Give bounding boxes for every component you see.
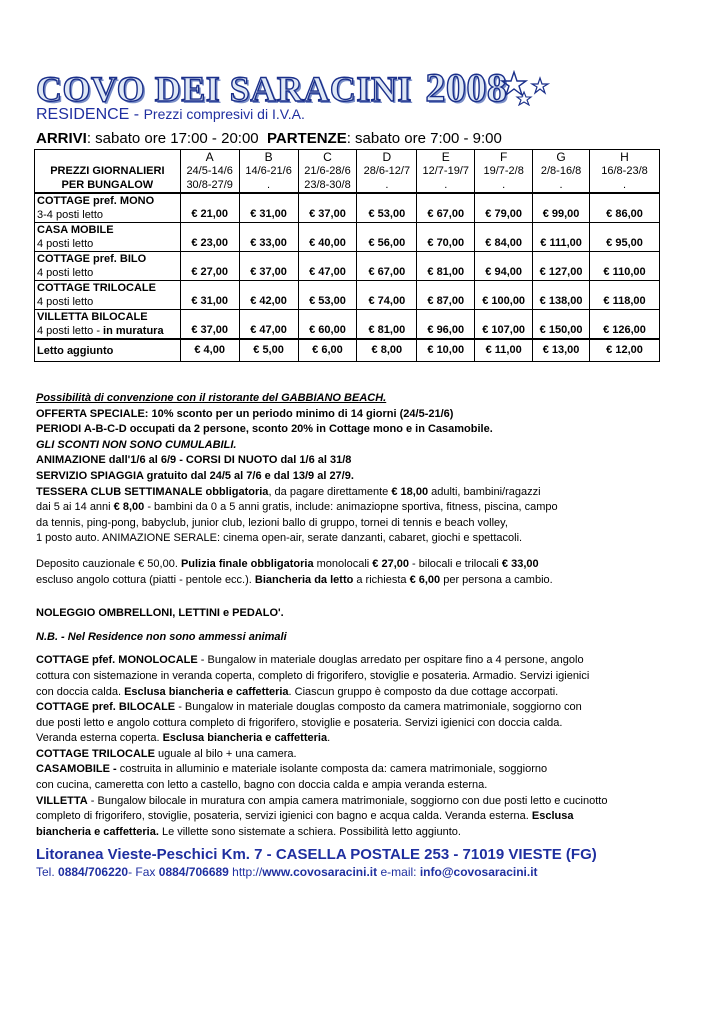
column-letter: A — [205, 150, 214, 164]
tel-number: 0884/706220 — [58, 865, 129, 879]
price-cell: € 21,00 — [180, 193, 239, 223]
column-letter: E — [441, 150, 450, 164]
accommodation-name: COTTAGE pref. MONO — [37, 195, 155, 207]
tessera2-start: dai 5 ai 14 anni — [36, 501, 114, 514]
fax-label: - Fax — [128, 865, 159, 879]
partenze-text: : sabato ore 7:00 - 9:00 — [346, 130, 502, 147]
column-period-1: 2/8-16/8 — [540, 165, 582, 177]
bilo-text-3c: . — [327, 732, 331, 745]
price-cell: € 74,00 — [357, 281, 417, 310]
offerta-note: OFFERTA SPECIALE: 10% sconto per un periodo minimo di 14 giorni (24/5-21/6) — [36, 407, 454, 420]
accommodation-cell — [35, 281, 181, 310]
price-cell: € 99,00 — [533, 193, 590, 223]
column-period-1: 14/6-21/6 — [245, 165, 292, 177]
casa-label: CASAMOBILE - — [36, 763, 120, 776]
mono-line-2: cottura con sistemazione in veranda coperta, completo di frigorifero, stoviglie e posateria. Armadio. Servizi igienici — [36, 669, 590, 682]
beds-note: in muratura — [103, 325, 164, 337]
residence-line — [36, 106, 305, 124]
title-text — [36, 65, 508, 110]
residence-label: RESIDENCE — [36, 106, 130, 123]
column-period-2: . — [385, 179, 389, 191]
villetta-text-2b: Esclusa — [531, 810, 574, 823]
price-cell: € 107,00 — [475, 310, 533, 340]
accommodation-name: COTTAGE pref. BILO — [37, 253, 147, 265]
column-letter: D — [382, 150, 392, 164]
column-period-2: . — [444, 179, 448, 191]
price-cell: € 47,00 — [298, 252, 357, 281]
mono-text-1: - Bungalow in materiale douglas arredato per ospitare fino a 4 persone, angolo — [197, 654, 584, 667]
casa-line-1 — [36, 762, 676, 778]
escluso-end: per persona a cambio. — [440, 573, 553, 586]
tessera-price: € 18,00 — [391, 485, 429, 498]
column-letter: G — [556, 150, 566, 164]
price-cell: € 67,00 — [417, 193, 475, 223]
price-cell: € 94,00 — [475, 252, 533, 281]
deposito-mid: monolocali — [313, 557, 373, 570]
table-row — [35, 223, 660, 252]
beds-text: 4 posti letto — [37, 296, 94, 308]
column-period-2: 30/8-27/9 — [186, 179, 233, 191]
row-header-line-1: PREZZI GIORNALIERI — [50, 165, 165, 177]
column-period-2: 23/8-30/8 — [304, 179, 351, 191]
column-period-2: . — [559, 179, 563, 191]
price-cell: € 42,00 — [239, 281, 298, 310]
table-row — [35, 193, 660, 223]
column-header — [533, 150, 590, 194]
price-cell: € 70,00 — [417, 223, 475, 252]
price-cell: € 6,00 — [298, 339, 357, 362]
bilo-text-3a: Veranda esterna coperta. — [36, 732, 163, 745]
price-cell: € 96,00 — [417, 310, 475, 340]
column-period-1: 21/6-28/6 — [304, 165, 351, 177]
villetta-text-1: - Bungalow bilocale in muratura con ampia camera matrimoniale, soggiorno con due posti letto e cucinotto — [87, 794, 608, 807]
deposito-line — [36, 557, 676, 573]
price-cell: € 79,00 — [475, 193, 533, 223]
column-letter: H — [620, 150, 629, 164]
price-cell: € 95,00 — [590, 223, 660, 252]
price-cell: € 5,00 — [239, 339, 298, 362]
pulizia-bilo-price: € 33,00 — [501, 557, 539, 570]
accommodation-cell — [35, 310, 181, 340]
escluso-start: escluso angolo cottura (piatti - pentole ecc.). — [36, 573, 255, 586]
mono-label: COTTAGE pfef. MONOLOCALE — [36, 654, 198, 667]
column-period-1: 28/6-12/7 — [363, 165, 411, 177]
column-letter: B — [264, 150, 273, 164]
column-letter: F — [499, 150, 508, 164]
mono-text-3a: con doccia calda. — [36, 685, 125, 698]
price-table — [34, 149, 660, 362]
table-row — [35, 281, 660, 310]
price-cell: € 150,00 — [533, 310, 590, 340]
row-header-cell — [35, 150, 181, 194]
price-cell: € 100,00 — [475, 281, 533, 310]
partenze-label: PARTENZE — [266, 130, 347, 147]
tel-label: Tel. — [36, 865, 59, 879]
tessera-mid: , da pagare direttamente — [268, 485, 392, 498]
price-cell: € 81,00 — [417, 252, 475, 281]
price-cell: € 8,00 — [357, 339, 417, 362]
beds-text: 4 posti letto - — [37, 325, 104, 337]
tri-label: COTTAGE TRILOCALE — [36, 747, 155, 760]
residence-note: Prezzi compresivi di I.V.A. — [143, 106, 305, 122]
tessera-line-4: 1 posto auto. ANIMAZIONE SERALE: cinema open-air, serate danzanti, cabaret, giochi e spettacoli. — [36, 532, 523, 545]
price-cell: € 23,00 — [180, 223, 239, 252]
accommodation-beds — [37, 266, 178, 280]
price-cell: € 4,00 — [180, 339, 239, 362]
tessera2-end: - bambini da 0 a 5 anni gratis, include: animaziopne sportiva, fitness, piscina, campo — [144, 501, 558, 514]
price-cell: € 111,00 — [533, 223, 590, 252]
price-cell: € 37,00 — [239, 252, 298, 281]
price-cell: € 53,00 — [357, 193, 417, 223]
title-year: 2008 — [425, 65, 508, 110]
biancheria-price: € 6,00 — [409, 573, 441, 586]
footer-address: Litoranea Vieste-Peschici Km. 7 - CASELLA POSTALE 253 - 71019 VIESTE (FG) — [36, 846, 597, 863]
villetta-text-2a: completo di frigorifero, stoviglie, posateria, servizi igienici con bagno e acqua calda. Veranda esterna. — [36, 810, 532, 823]
schedule-line — [36, 130, 502, 147]
price-cell: € 13,00 — [533, 339, 590, 362]
notes-section — [36, 391, 676, 840]
tessera2-price: € 8,00 — [113, 501, 145, 514]
price-cell: € 60,00 — [298, 310, 357, 340]
price-cell: € 33,00 — [239, 223, 298, 252]
villetta-text-3a: biancheria e caffetteria. — [36, 825, 159, 838]
footer-contacts — [36, 865, 538, 879]
accommodation-name: CASA MOBILE — [37, 224, 114, 236]
price-cell: € 11,00 — [475, 339, 533, 362]
accommodation-name: VILLETTA BILOCALE — [37, 311, 148, 323]
price-cell: € 31,00 — [239, 193, 298, 223]
accommodation-beds — [37, 208, 178, 222]
tessera-end: adulti, bambini/ragazzi — [428, 485, 541, 498]
column-header — [417, 150, 475, 194]
villetta-line-3 — [36, 825, 676, 841]
column-header — [590, 150, 660, 194]
arrivi-label: ARRIVI — [36, 130, 87, 147]
bilo-label: COTTAGE pref. BILOCALE — [36, 701, 176, 714]
column-header — [357, 150, 417, 194]
column-period-1: 12/7-19/7 — [422, 165, 469, 177]
residence-separator: - — [129, 106, 144, 123]
column-period-1: 19/7-2/8 — [483, 165, 524, 177]
price-cell: € 118,00 — [590, 281, 660, 310]
price-cell: € 56,00 — [357, 223, 417, 252]
price-cell: € 84,00 — [475, 223, 533, 252]
column-letter: C — [323, 150, 332, 164]
pulizia-label: Pulizia finale obbligatoria — [180, 557, 314, 570]
table-header-row — [35, 150, 660, 194]
row-header-line-2: PER BUNGALOW — [61, 179, 154, 191]
fax-number: 0884/706689 — [158, 865, 229, 879]
price-cell: € 126,00 — [590, 310, 660, 340]
beds-text: 4 posti letto — [37, 238, 94, 250]
accommodation-beds — [37, 324, 178, 338]
price-cell: € 10,00 — [417, 339, 475, 362]
tessera-label: TESSERA CLUB SETTIMANALE obbligatoria — [36, 485, 269, 498]
bilo-text-1: - Bungalow in materiale douglas composto da camera matrimoniale, soggiorno con — [175, 701, 582, 714]
bilo-text-3b: Esclusa biancheria e caffetteria — [162, 732, 328, 745]
column-header — [475, 150, 533, 194]
villetta-label: VILLETTA — [36, 794, 88, 807]
bilo-line-3 — [36, 731, 676, 747]
column-header — [180, 150, 239, 194]
price-cell: € 31,00 — [180, 281, 239, 310]
title-name: COVO DEI SARACINI — [36, 69, 412, 109]
mono-line-1 — [36, 653, 676, 669]
column-period-1: 24/5-14/6 — [186, 165, 233, 177]
deposito-mid2: - bilocali e trilocali — [408, 557, 502, 570]
bilo-line-1 — [36, 700, 676, 716]
animazione-note: ANIMAZIONE dall'1/6 al 6/9 - CORSI DI NUOTO dal 1/6 al 31/8 — [36, 454, 352, 467]
accommodation-beds — [37, 295, 178, 309]
tri-text: uguale al bilo + una camera. — [154, 747, 297, 760]
price-cell: € 127,00 — [533, 252, 590, 281]
price-cell: € 12,00 — [590, 339, 660, 362]
villetta-line-1 — [36, 794, 676, 810]
mono-line-3 — [36, 685, 676, 701]
price-cell: € 37,00 — [180, 310, 239, 340]
bilo-line-2: due posti letto e angolo cottura completo di frigorifero, stoviglie e posateria. Servizi igienici con doccia calda. — [36, 716, 563, 729]
mono-text-3b: Esclusa biancheria e caffetteria — [124, 685, 289, 698]
tessera-line-1 — [36, 485, 676, 501]
price-cell: € 47,00 — [239, 310, 298, 340]
mono-text-3c: . Ciascun gruppo è composto da due cottage accorpati. — [288, 685, 559, 698]
price-cell: € 81,00 — [357, 310, 417, 340]
convenzione-note: Possibilità di convenzione con il ristorante del GABBIANO BEACH. — [36, 392, 387, 404]
price-cell: € 67,00 — [357, 252, 417, 281]
villetta-text-3b: Le villette sono sistemate a schiera. Possibilità letto aggiunto. — [158, 825, 461, 838]
beds-text: 4 posti letto — [37, 267, 94, 279]
pulizia-mono-price: € 27,00 — [372, 557, 409, 570]
price-cell: € 86,00 — [590, 193, 660, 223]
deposito-start: Deposito cauzionale € 50,00. — [36, 557, 181, 570]
column-header — [298, 150, 357, 194]
sconti-note: GLI SCONTI NON SONO CUMULABILI. — [36, 438, 237, 451]
stars-icon — [494, 70, 552, 106]
column-period-2: . — [502, 179, 506, 191]
casa-line-2: con cucina, cameretta con letto a castello, bagno con doccia calda e ampia veranda esterna. — [36, 779, 488, 792]
escluso-line — [36, 573, 676, 589]
column-period-1: 16/8-23/8 — [601, 165, 648, 177]
price-cell: € 110,00 — [590, 252, 660, 281]
periodi-note: PERIODI A-B-C-D occupati da 2 persone, sconto 20% in Cottage mono e in Casamobile. — [36, 423, 493, 436]
email-label: e-mail: — [377, 865, 420, 879]
column-period-2: . — [622, 179, 627, 191]
accommodation-beds — [37, 237, 178, 251]
servizio-note: SERVIZIO SPIAGGIA gratuito dal 24/5 al 7/6 e dal 13/9 al 27/9. — [36, 469, 354, 482]
price-cell: € 37,00 — [298, 193, 357, 223]
email-link[interactable]: info@covosaracini.it — [419, 865, 538, 879]
arrivi-text: : sabato ore 17:00 - 20:00 — [86, 130, 259, 147]
website-link[interactable]: www.covosaracini.it — [262, 865, 378, 879]
price-cell: € 27,00 — [180, 252, 239, 281]
table-row — [35, 252, 660, 281]
escluso-mid: a richiesta — [353, 573, 410, 586]
price-cell: € 53,00 — [298, 281, 357, 310]
nb-note: N.B. - Nel Residence non sono ammessi animali — [36, 630, 287, 643]
accommodation-cell — [35, 223, 181, 252]
price-cell: € 138,00 — [533, 281, 590, 310]
accommodation-cell — [35, 193, 181, 223]
casa-text-1: costruita in alluminio e materiale isolante composta da: camera matrimoniale, soggiorno — [119, 763, 548, 776]
villetta-line-2 — [36, 809, 676, 825]
column-period-2: . — [267, 179, 271, 191]
column-header — [239, 150, 298, 194]
accommodation-cell — [35, 252, 181, 281]
tessera-line-3: da tennis, ping-pong, babyclub, junior club, lezioni ballo di gruppo, tornei di tennis e beach volley, — [36, 516, 508, 529]
extra-bed-row — [35, 339, 660, 362]
tri-line — [36, 747, 676, 763]
noleggio-note: NOLEGGIO OMBRELLONI, LETTINI e PEDALO'. — [36, 607, 284, 620]
tessera-line-2 — [36, 500, 676, 516]
beds-text: 3-4 posti letto — [37, 209, 104, 221]
price-cell: € 40,00 — [298, 223, 357, 252]
table-row — [35, 310, 660, 340]
web-label: http:// — [228, 865, 263, 879]
extra-bed-label: Letto aggiunto — [35, 339, 181, 362]
biancheria-label: Biancheria da letto — [254, 573, 354, 586]
price-cell: € 87,00 — [417, 281, 475, 310]
accommodation-name: COTTAGE TRILOCALE — [37, 282, 156, 294]
